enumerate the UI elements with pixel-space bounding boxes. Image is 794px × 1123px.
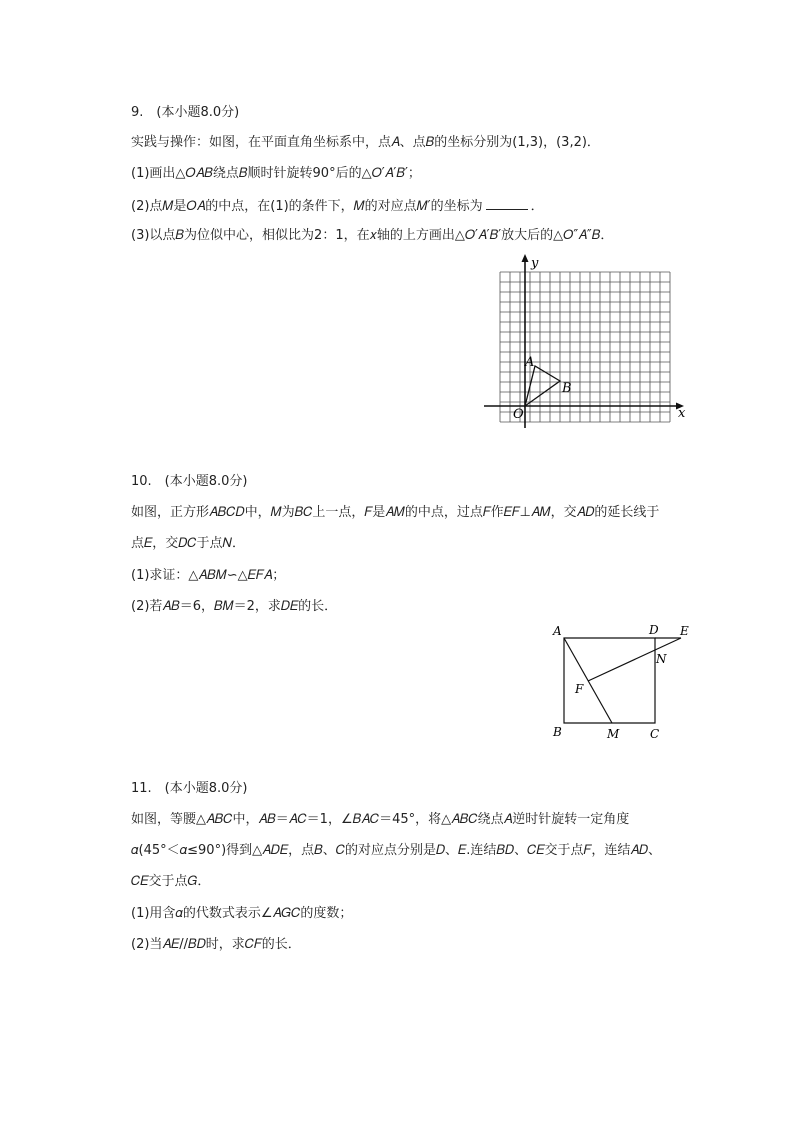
q9-part1: (1)画出△𝑂𝐴𝐵绕点𝐵顺时针旋转90°后的△𝑂′𝐴′𝐵′； (131, 166, 421, 181)
q10-stem-line1: 如图，正方形𝐴𝐵𝐶𝐷中，𝑀为𝐵𝐶上一点，𝐹是𝐴𝑀的中点，过点𝐹作𝐸𝐹⊥𝐴𝑀，交𝐴𝐷的延长线于 (131, 505, 660, 520)
q11-part2: (2)当𝐴𝐸//𝐵𝐷时，求𝐶𝐹的长． (131, 937, 301, 952)
segment-ef (588, 638, 681, 681)
q11-part1: (1)用含𝛼的代数式表示∠𝐴𝐺𝐶的度数； (131, 906, 353, 921)
label-e: E (680, 624, 689, 638)
label-n: N (656, 652, 667, 666)
q9-stem: 实践与操作：如图，在平面直角坐标系中，点𝐴、点𝐵的坐标分别为(1,3)，(3,2)． (131, 135, 600, 150)
q9-part2-end: ． (530, 199, 544, 214)
q9-part2-text: (2)点𝑀是𝑂𝐴的中点，在(1)的条件下，𝑀的对应点𝑀′的坐标为 (131, 199, 483, 214)
point-a-label: A (525, 355, 535, 370)
label-m: M (607, 727, 620, 741)
q11-header: 11. (本小题8.0分) (131, 781, 248, 796)
q10-part1: (1)求证：△𝐴𝐵𝑀∽△𝐸𝐹𝐴； (131, 568, 286, 583)
origin-label: O (513, 407, 524, 422)
q9-part2 (131, 196, 544, 216)
y-axis-arrow (522, 254, 529, 262)
q11-stem-line1: 如图，等腰△𝐴𝐵𝐶中，𝐴𝐵＝𝐴𝐶＝1，∠𝐵𝐴𝐶＝45°，将△𝐴𝐵𝐶绕点𝐴逆时针旋转一定角度 (131, 812, 630, 827)
label-d: D (649, 623, 659, 637)
q9-part3: (3)以点𝐵为位似中心，相似比为2：1，在𝑥轴的上方画出△𝑂′𝐴′𝐵′放大后的△𝑂″𝐴″𝐵． (131, 228, 614, 243)
q10-stem-line2: 点𝐸，交𝐷𝐶于点𝑁． (131, 536, 246, 551)
label-c: C (650, 727, 660, 741)
square-abcd (564, 638, 655, 723)
point-b-label: B (562, 381, 572, 396)
q11-stem-line2: 𝛼(45°＜𝛼≤90°)得到△𝐴𝐷𝐸，点𝐵、𝐶的对应点分别是𝐷、𝐸.连结𝐵𝐷、𝐶𝐸交于点𝐹，连结𝐴𝐷、 (131, 843, 662, 858)
q10-header: 10. (本小题8.0分) (131, 474, 248, 489)
q9-coordinate-figure (480, 252, 695, 434)
q9-header: 9. (本小题8.0分) (131, 105, 240, 120)
x-axis-label: x (678, 406, 686, 421)
answer-blank[interactable] (486, 196, 528, 210)
q10-square-figure (548, 620, 700, 745)
q10-part2: (2)若𝐴𝐵＝6，𝐵𝑀＝2，求𝐷𝐸的长． (131, 599, 338, 614)
label-f: F (575, 682, 584, 696)
label-a: A (553, 624, 562, 638)
q11-stem-line3: 𝐶𝐸交于点𝐺． (131, 874, 211, 889)
y-axis-label: y (531, 256, 539, 271)
label-b: B (553, 725, 562, 739)
